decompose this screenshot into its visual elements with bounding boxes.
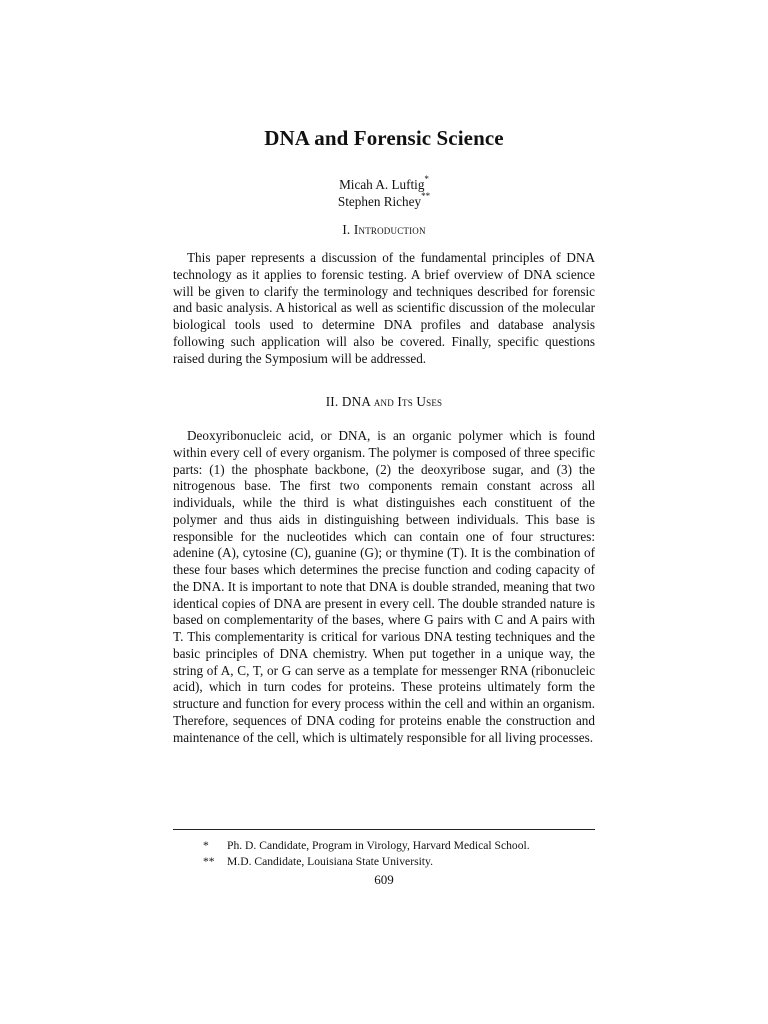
section-heading-introduction: I. Introduction: [342, 222, 426, 237]
footnote-item: [203, 838, 595, 854]
section-heading-dna-uses: II. DNA and Its Uses: [325, 394, 443, 409]
article-title: DNA and Forensic Science: [264, 126, 504, 150]
body-paragraph: Deoxyribonucleic acid, or DNA, is an organic polymer which is found within every cell of every organism. The polymer is composed of three specific parts: (1) the phosphate backbone, (2) the deoxyribose sugar, and (3) the nitrogenous base. The first two components remain constant across all individuals, while the third is what distinguishes each constituent of the polymer and thus aids in distinguishing between individuals. This base is responsible for the nucleotides which can contain one of four structures: adenine (A), cytosine (C), guanine (G); or thymine (T). It is the combination of these four bases which determines the precise function and coding capacity of the DNA. It is important to note that DNA is double stranded, meaning that two identical copies of DNA are present in every cell. The double stranded nature is based on complementarity of the bases, where G pairs with C and A pairs with T. This complementarity is critical for various DNA testing techniques and the basic principles of DNA chemistry. When put together in a unique way, the string of A, C, T, or G can serve as a template for messenger RNA (ribonucleic acid), which in turn codes for proteins. These proteins ultimately form the structure and function for every process within the cell and within an organism. Therefore, sequences of DNA coding for proteins enable the construction and maintenance of the cell, which is ultimately responsible for all living processes.: [173, 428, 595, 745]
page-number: 609: [374, 872, 394, 887]
author-block: [173, 176, 595, 210]
footnote-text: M.D. Candidate, Louisiana State University.: [227, 855, 433, 868]
author-line: [173, 193, 595, 210]
body-paragraph: This paper represents a discussion of the fundamental principles of DNA technology as it applies to forensic testing. A brief overview of DNA science will be given to clarify the terminology and techniques described for forensic and basic analysis. A historical as well as scientific discussion of the molecular biological tools used to determine DNA profiles and database analysis following such application will also be covered. Finally, specific questions raised during the Symposium will be addressed.: [173, 250, 595, 366]
footnote-text: Ph. D. Candidate, Program in Virology, Harvard Medical School.: [227, 839, 530, 852]
footnote-list: [203, 838, 595, 870]
footnote-mark: **: [203, 855, 215, 868]
author-footnote-mark[interactable]: *: [424, 174, 429, 184]
footnote-divider: [173, 829, 595, 830]
footnote-mark: *: [203, 839, 209, 852]
author-footnote-mark[interactable]: **: [421, 191, 431, 201]
author-name: Stephen Richey: [337, 194, 422, 209]
author-line: [173, 176, 595, 193]
author-name: Micah A. Luftig: [339, 177, 425, 192]
footnote-item: [203, 854, 595, 870]
